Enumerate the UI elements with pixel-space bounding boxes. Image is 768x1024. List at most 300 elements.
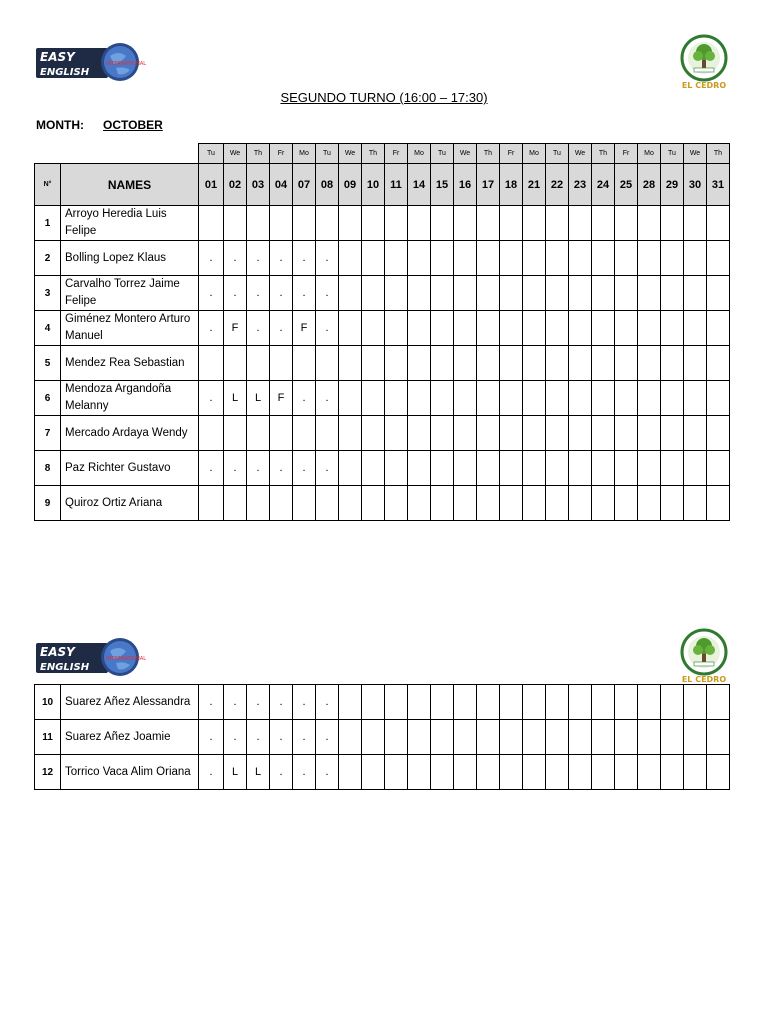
weekday-label: Fr <box>385 144 408 164</box>
attendance-cell <box>707 486 730 521</box>
attendance-cell <box>661 720 684 755</box>
attendance-cell <box>638 416 661 451</box>
attendance-cell <box>408 381 431 416</box>
attendance-cell <box>362 451 385 486</box>
student-name: Bolling Lopez Klaus <box>61 241 199 276</box>
attendance-table-continued <box>34 684 730 790</box>
row-number: 3 <box>35 276 61 311</box>
attendance-cell <box>339 720 362 755</box>
attendance-cell <box>500 486 523 521</box>
attendance-cell <box>247 206 270 241</box>
attendance-cell <box>247 346 270 381</box>
attendance-cell <box>431 346 454 381</box>
attendance-cell: . <box>199 241 224 276</box>
attendance-cell <box>615 755 638 790</box>
attendance-cell <box>638 241 661 276</box>
attendance-cell: . <box>247 276 270 311</box>
attendance-cell <box>615 381 638 416</box>
attendance-cell: . <box>247 685 270 720</box>
attendance-cell <box>431 720 454 755</box>
attendance-cell <box>270 416 293 451</box>
attendance-cell <box>638 451 661 486</box>
row-number: 5 <box>35 346 61 381</box>
date-label: 09 <box>339 164 362 206</box>
attendance-cell <box>339 241 362 276</box>
attendance-cell <box>569 416 592 451</box>
attendance-cell <box>431 241 454 276</box>
attendance-cell <box>431 311 454 346</box>
attendance-cell <box>431 381 454 416</box>
weekday-header-row <box>35 144 730 164</box>
attendance-cell <box>615 685 638 720</box>
row-number: 9 <box>35 486 61 521</box>
attendance-cell <box>270 486 293 521</box>
attendance-cell <box>569 685 592 720</box>
attendance-cell <box>431 276 454 311</box>
attendance-cell <box>454 311 477 346</box>
attendance-cell <box>408 206 431 241</box>
easy-logo-line2: ENGLISH <box>40 67 90 78</box>
student-name: Suarez Añez Joamie <box>61 720 199 755</box>
weekday-label: Th <box>707 144 730 164</box>
student-row <box>35 346 730 381</box>
attendance-cell <box>592 241 615 276</box>
attendance-cell <box>385 381 408 416</box>
attendance-cell <box>707 206 730 241</box>
row-number: 4 <box>35 311 61 346</box>
attendance-cell <box>477 381 500 416</box>
attendance-cell: L <box>247 381 270 416</box>
student-name: Giménez Montero Arturo Manuel <box>61 311 199 346</box>
attendance-cell <box>385 685 408 720</box>
attendance-cell <box>592 381 615 416</box>
easy-logo-line1: EASY <box>40 50 75 64</box>
attendance-cell <box>684 720 707 755</box>
attendance-cell <box>385 755 408 790</box>
attendance-cell <box>523 311 546 346</box>
attendance-cell <box>707 416 730 451</box>
attendance-cell: L <box>224 755 247 790</box>
attendance-cell <box>523 206 546 241</box>
date-label: 25 <box>615 164 638 206</box>
date-label: 21 <box>523 164 546 206</box>
attendance-cell <box>362 346 385 381</box>
attendance-cell <box>224 416 247 451</box>
weekday-label: We <box>339 144 362 164</box>
student-name: Quiroz Ortiz Ariana <box>61 486 199 521</box>
attendance-cell <box>408 241 431 276</box>
attendance-cell: L <box>247 755 270 790</box>
attendance-cell <box>523 276 546 311</box>
weekday-label: Tu <box>431 144 454 164</box>
weekday-label: We <box>454 144 477 164</box>
attendance-cell <box>454 720 477 755</box>
weekday-label: Mo <box>293 144 316 164</box>
attendance-cell <box>408 276 431 311</box>
attendance-cell <box>362 206 385 241</box>
attendance-cell <box>385 451 408 486</box>
attendance-cell <box>431 416 454 451</box>
attendance-cell <box>661 311 684 346</box>
attendance-cell: . <box>270 755 293 790</box>
weekday-label: Th <box>592 144 615 164</box>
student-row <box>35 755 730 790</box>
el-cedro-logo-2 <box>678 628 730 684</box>
attendance-cell <box>523 755 546 790</box>
student-row <box>35 206 730 241</box>
attendance-cell <box>592 755 615 790</box>
weekday-label: Tu <box>199 144 224 164</box>
attendance-cell <box>454 755 477 790</box>
attendance-cell <box>454 685 477 720</box>
weekday-label: We <box>224 144 247 164</box>
attendance-cell <box>684 685 707 720</box>
attendance-cell <box>454 276 477 311</box>
attendance-cell: . <box>293 276 316 311</box>
easy-english-logo <box>34 42 147 82</box>
student-name: Mendez Rea Sebastian <box>61 346 199 381</box>
row-number: 10 <box>35 685 61 720</box>
names-header: NAMES <box>61 164 199 206</box>
row-number: 1 <box>35 206 61 241</box>
attendance-cell <box>454 416 477 451</box>
attendance-cell <box>339 451 362 486</box>
attendance-cell <box>362 311 385 346</box>
attendance-table <box>34 143 730 521</box>
attendance-cell <box>707 276 730 311</box>
attendance-cell: . <box>247 451 270 486</box>
attendance-cell <box>569 241 592 276</box>
attendance-cell <box>661 486 684 521</box>
attendance-cell <box>500 755 523 790</box>
attendance-cell <box>408 451 431 486</box>
attendance-cell <box>500 346 523 381</box>
row-number: 12 <box>35 755 61 790</box>
attendance-cell <box>477 486 500 521</box>
attendance-cell <box>385 346 408 381</box>
weekday-label: Tu <box>316 144 339 164</box>
attendance-cell: . <box>224 685 247 720</box>
attendance-cell <box>339 755 362 790</box>
attendance-cell <box>546 276 569 311</box>
attendance-cell <box>569 381 592 416</box>
attendance-cell <box>431 685 454 720</box>
attendance-cell <box>707 720 730 755</box>
student-row <box>35 451 730 486</box>
attendance-cell <box>615 486 638 521</box>
attendance-cell <box>431 206 454 241</box>
weekday-label: Th <box>247 144 270 164</box>
attendance-cell <box>385 241 408 276</box>
weekday-label: We <box>684 144 707 164</box>
date-label: 18 <box>500 164 523 206</box>
attendance-cell <box>707 451 730 486</box>
attendance-cell <box>362 416 385 451</box>
attendance-cell: L <box>224 381 247 416</box>
student-row <box>35 241 730 276</box>
date-label: 24 <box>592 164 615 206</box>
attendance-cell <box>199 346 224 381</box>
student-name: Mercado Ardaya Wendy <box>61 416 199 451</box>
attendance-cell <box>362 276 385 311</box>
attendance-cell <box>500 206 523 241</box>
attendance-cell <box>684 755 707 790</box>
attendance-cell <box>546 486 569 521</box>
attendance-cell <box>684 206 707 241</box>
attendance-cell <box>569 346 592 381</box>
student-name: Suarez Añez Alessandra <box>61 685 199 720</box>
attendance-cell <box>661 416 684 451</box>
attendance-cell <box>500 720 523 755</box>
date-label: 28 <box>638 164 661 206</box>
attendance-cell: . <box>293 720 316 755</box>
weekday-label: Fr <box>615 144 638 164</box>
attendance-cell: . <box>293 451 316 486</box>
attendance-cell <box>477 346 500 381</box>
attendance-cell <box>224 486 247 521</box>
attendance-cell <box>454 486 477 521</box>
attendance-cell <box>615 416 638 451</box>
attendance-cell <box>546 241 569 276</box>
attendance-cell: . <box>224 451 247 486</box>
attendance-cell <box>684 381 707 416</box>
attendance-cell <box>684 241 707 276</box>
attendance-cell <box>707 346 730 381</box>
attendance-cell <box>569 486 592 521</box>
student-row <box>35 311 730 346</box>
date-label: 03 <box>247 164 270 206</box>
attendance-cell <box>339 346 362 381</box>
attendance-cell <box>339 276 362 311</box>
attendance-cell <box>592 416 615 451</box>
attendance-cell <box>247 486 270 521</box>
attendance-cell <box>615 241 638 276</box>
attendance-cell <box>615 276 638 311</box>
attendance-cell <box>224 206 247 241</box>
attendance-cell <box>316 486 339 521</box>
attendance-cell: . <box>316 311 339 346</box>
attendance-cell: . <box>293 755 316 790</box>
attendance-cell <box>638 346 661 381</box>
student-row <box>35 720 730 755</box>
attendance-cell <box>684 486 707 521</box>
date-label: 17 <box>477 164 500 206</box>
attendance-cell <box>661 451 684 486</box>
attendance-cell <box>523 381 546 416</box>
attendance-cell <box>477 451 500 486</box>
attendance-cell <box>477 206 500 241</box>
attendance-cell <box>661 206 684 241</box>
attendance-cell: . <box>224 241 247 276</box>
attendance-cell <box>454 206 477 241</box>
attendance-cell <box>569 276 592 311</box>
attendance-cell: . <box>270 685 293 720</box>
attendance-cell <box>707 685 730 720</box>
attendance-cell <box>500 451 523 486</box>
attendance-cell: . <box>247 241 270 276</box>
attendance-cell: . <box>316 276 339 311</box>
attendance-cell <box>500 416 523 451</box>
attendance-cell: . <box>316 381 339 416</box>
attendance-cell: F <box>224 311 247 346</box>
attendance-cell <box>592 685 615 720</box>
attendance-cell <box>661 755 684 790</box>
attendance-cell <box>592 346 615 381</box>
attendance-cell <box>477 311 500 346</box>
el-cedro-logo <box>678 34 730 90</box>
attendance-cell <box>615 206 638 241</box>
attendance-cell <box>362 241 385 276</box>
date-label: 15 <box>431 164 454 206</box>
student-row <box>35 685 730 720</box>
attendance-cell: . <box>293 685 316 720</box>
month-value: OCTOBER <box>103 118 163 132</box>
row-number: 11 <box>35 720 61 755</box>
attendance-cell <box>477 755 500 790</box>
attendance-cell <box>592 486 615 521</box>
attendance-cell <box>684 451 707 486</box>
attendance-cell <box>615 451 638 486</box>
attendance-cell <box>569 720 592 755</box>
weekday-label: We <box>569 144 592 164</box>
date-label: 16 <box>454 164 477 206</box>
attendance-cell <box>431 451 454 486</box>
row-number: 2 <box>35 241 61 276</box>
attendance-cell <box>546 346 569 381</box>
attendance-cell <box>638 206 661 241</box>
attendance-cell <box>293 486 316 521</box>
attendance-cell <box>638 381 661 416</box>
attendance-cell <box>316 206 339 241</box>
attendance-cell <box>546 720 569 755</box>
attendance-cell <box>199 416 224 451</box>
student-name: Carvalho Torrez Jaime Felipe <box>61 276 199 311</box>
attendance-cell: . <box>270 276 293 311</box>
attendance-cell <box>638 276 661 311</box>
attendance-cell <box>339 486 362 521</box>
student-row <box>35 276 730 311</box>
attendance-cell <box>408 416 431 451</box>
attendance-cell <box>500 685 523 720</box>
attendance-cell <box>523 720 546 755</box>
student-name: Paz Richter Gustavo <box>61 451 199 486</box>
attendance-cell <box>431 755 454 790</box>
attendance-cell <box>408 346 431 381</box>
attendance-cell <box>477 685 500 720</box>
attendance-cell <box>431 486 454 521</box>
weekday-label: Fr <box>270 144 293 164</box>
easy-english-logo-2 <box>34 637 147 677</box>
weekday-label: Tu <box>546 144 569 164</box>
row-number: 8 <box>35 451 61 486</box>
weekday-label: Fr <box>500 144 523 164</box>
attendance-cell <box>546 206 569 241</box>
attendance-cell <box>385 311 408 346</box>
date-label: 23 <box>569 164 592 206</box>
attendance-cell <box>569 206 592 241</box>
attendance-cell: . <box>270 241 293 276</box>
attendance-cell <box>477 416 500 451</box>
date-label: 10 <box>362 164 385 206</box>
attendance-cell <box>523 416 546 451</box>
attendance-cell <box>454 451 477 486</box>
date-label: 08 <box>316 164 339 206</box>
attendance-cell <box>385 276 408 311</box>
attendance-cell <box>592 451 615 486</box>
attendance-cell: . <box>316 451 339 486</box>
attendance-cell <box>707 311 730 346</box>
attendance-cell <box>523 451 546 486</box>
column-header-row <box>35 164 730 206</box>
attendance-cell <box>569 755 592 790</box>
attendance-cell: . <box>247 311 270 346</box>
date-label: 02 <box>224 164 247 206</box>
number-header: N° <box>35 164 61 206</box>
attendance-cell: F <box>270 381 293 416</box>
attendance-cell <box>707 241 730 276</box>
attendance-cell <box>408 486 431 521</box>
attendance-cell: . <box>199 381 224 416</box>
attendance-cell <box>500 381 523 416</box>
attendance-cell <box>546 311 569 346</box>
header-spacer <box>61 144 199 164</box>
attendance-cell <box>408 720 431 755</box>
attendance-cell <box>592 276 615 311</box>
date-label: 01 <box>199 164 224 206</box>
row-number: 7 <box>35 416 61 451</box>
attendance-cell <box>500 311 523 346</box>
weekday-label: Tu <box>661 144 684 164</box>
attendance-cell <box>684 416 707 451</box>
attendance-cell <box>339 381 362 416</box>
attendance-cell: . <box>316 241 339 276</box>
attendance-cell <box>569 311 592 346</box>
attendance-cell <box>592 206 615 241</box>
attendance-cell <box>684 346 707 381</box>
attendance-cell <box>293 346 316 381</box>
attendance-cell <box>684 276 707 311</box>
attendance-cell <box>408 755 431 790</box>
attendance-cell <box>500 276 523 311</box>
attendance-cell <box>615 720 638 755</box>
el-cedro-text: EL CEDRO <box>681 675 727 684</box>
attendance-cell: . <box>270 451 293 486</box>
attendance-cell <box>638 311 661 346</box>
attendance-cell <box>270 206 293 241</box>
attendance-cell <box>316 346 339 381</box>
attendance-cell: . <box>247 720 270 755</box>
attendance-cell <box>707 381 730 416</box>
attendance-cell: . <box>199 311 224 346</box>
attendance-cell <box>523 346 546 381</box>
date-label: 14 <box>408 164 431 206</box>
attendance-cell <box>385 720 408 755</box>
attendance-cell: . <box>316 720 339 755</box>
attendance-cell <box>661 381 684 416</box>
attendance-cell <box>523 685 546 720</box>
attendance-cell: . <box>199 276 224 311</box>
attendance-cell <box>362 755 385 790</box>
easy-logo-badge: INTERNATIONAL <box>106 61 147 67</box>
month-label: MONTH: <box>36 118 84 132</box>
weekday-label: Th <box>477 144 500 164</box>
attendance-cell: . <box>270 720 293 755</box>
attendance-cell <box>684 311 707 346</box>
attendance-cell <box>293 416 316 451</box>
weekday-label: Mo <box>408 144 431 164</box>
attendance-cell <box>316 416 339 451</box>
attendance-cell: . <box>293 241 316 276</box>
